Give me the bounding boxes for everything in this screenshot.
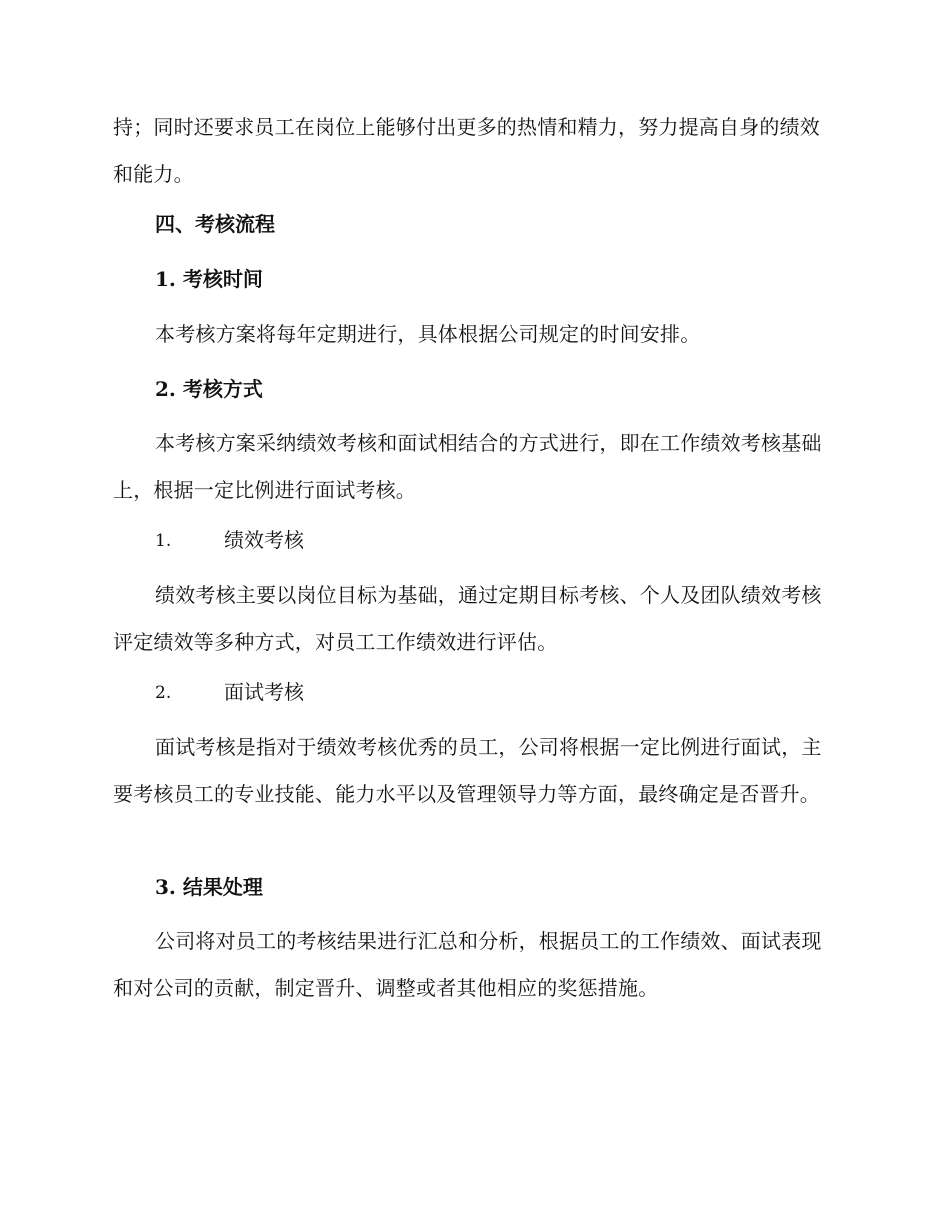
paragraph-result-handling: 公司将对员工的考核结果进行汇总和分析，根据员工的工作绩效、面试表现和对公司的贡献，制定晋升、调整或者其他相应的奖惩措施。 (113, 929, 822, 1000)
paragraph-interview-assessment: 面试考核是指对于绩效考核优秀的员工，公司将根据一定比例进行面试，主要考核员工的专业技能、能力水平以及管理领导力等方面，最终确定是否晋升。 (113, 735, 822, 806)
list-item-2-number: 2. (155, 683, 172, 703)
section-heading-assessment-process: 四、考核流程 (155, 212, 275, 236)
list-item-2-label: 面试考核 (224, 680, 304, 704)
paragraph-continuation: 持；同时还要求员工在岗位上能够付出更多的热情和精力，努力提高自身的绩效和能力。 (113, 115, 820, 186)
subheading-assessment-method: 2. 考核方式 (155, 377, 263, 401)
paragraph-assessment-method: 本考核方案采纳绩效考核和面试相结合的方式进行，即在工作绩效考核基础上，根据一定比例进行面试考核。 (113, 431, 822, 502)
subheading-assessment-time: 1. 考核时间 (155, 267, 263, 291)
subheading-result-handling: 3. 结果处理 (155, 875, 263, 899)
list-item-1-label: 绩效考核 (224, 528, 304, 552)
list-item-1-number: 1. (155, 531, 172, 551)
paragraph-assessment-time: 本考核方案将每年定期进行，具体根据公司规定的时间安排。 (155, 322, 701, 346)
paragraph-performance-assessment: 绩效考核主要以岗位目标为基础，通过定期目标考核、个人及团队绩效考核评定绩效等多种方式，对员工工作绩效进行评估。 (113, 583, 822, 654)
